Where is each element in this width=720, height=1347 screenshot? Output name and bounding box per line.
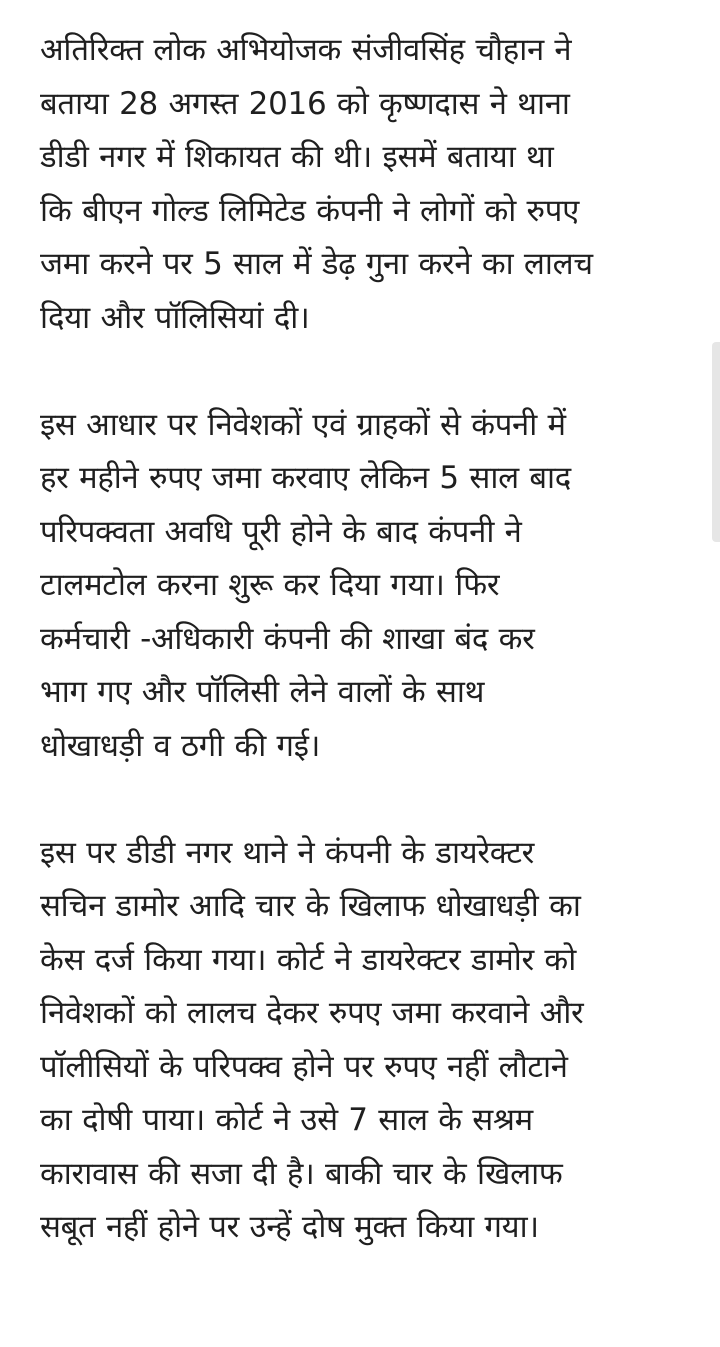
paragraph-line: भाग गए और पॉलिसी लेने वालों के साथ xyxy=(40,674,485,710)
paragraph-line: परिपक्वता अवधि पूरी होने के बाद कंपनी ने xyxy=(40,513,522,550)
paragraph-line: का दोषी पाया। कोर्ट ने उसे 7 साल के सश्रम xyxy=(40,1102,533,1138)
paragraph-line: हर महीने रुपए जमा करवाए लेकिन 5 साल बाद xyxy=(40,460,571,496)
paragraph-line: डीडी नगर में शिकायत की थी। इसमें बताया था xyxy=(40,139,554,175)
paragraph-line: बताया 28 अगस्त 2016 को कृष्णदास ने थाना xyxy=(40,85,570,122)
paragraph-line: अतिरिक्त लोक अभियोजक संजीवसिंह चौहान ने xyxy=(40,32,572,68)
article-body xyxy=(40,24,680,1255)
paragraph-line: इस पर डीडी नगर थाने ने कंपनी के डायरेक्टर xyxy=(40,834,535,871)
paragraph-line: पॉलीसियों के परिपक्व होने पर रुपए नहीं लौटाने xyxy=(40,1048,568,1085)
paragraph-line: टालमटोल करना शुरू कर दिया गया। फिर xyxy=(40,567,500,603)
article-paragraph-3 xyxy=(40,827,680,1255)
paragraph-line: निवेशकों को लालच देकर रुपए जमा करवाने और xyxy=(40,995,584,1031)
paragraph-line: इस आधार पर निवेशकों एवं ग्राहकों से कंपनी में xyxy=(40,406,566,443)
article-paragraph-2 xyxy=(40,399,680,774)
paragraph-line: जमा करने पर 5 साल में डेढ़ गुना करने का लालच xyxy=(40,246,593,282)
paragraph-line: सचिन डामोर आदि चार के खिलाफ धोखाधड़ी का xyxy=(40,888,581,924)
paragraph-line: केस दर्ज किया गया। कोर्ट ने डायरेक्टर डामोर को xyxy=(40,941,576,978)
paragraph-line: सबूत नहीं होने पर उन्हें दोष मुक्त किया गया। xyxy=(40,1209,539,1245)
scrollbar-thumb[interactable] xyxy=(712,342,720,542)
article-paragraph-1 xyxy=(40,24,680,345)
paragraph-line: कि बीएन गोल्ड लिमिटेड कंपनी ने लोगों को रुपए xyxy=(40,192,579,229)
paragraph-line: धोखाधड़ी व ठगी की गई। xyxy=(40,727,321,764)
paragraph-line: दिया और पॉलिसियां दी। xyxy=(40,299,310,336)
paragraph-line: कारावास की सजा दी है। बाकी चार के खिलाफ xyxy=(40,1155,563,1192)
paragraph-line: कर्मचारी -अधिकारी कंपनी की शाखा बंद कर xyxy=(40,620,535,657)
